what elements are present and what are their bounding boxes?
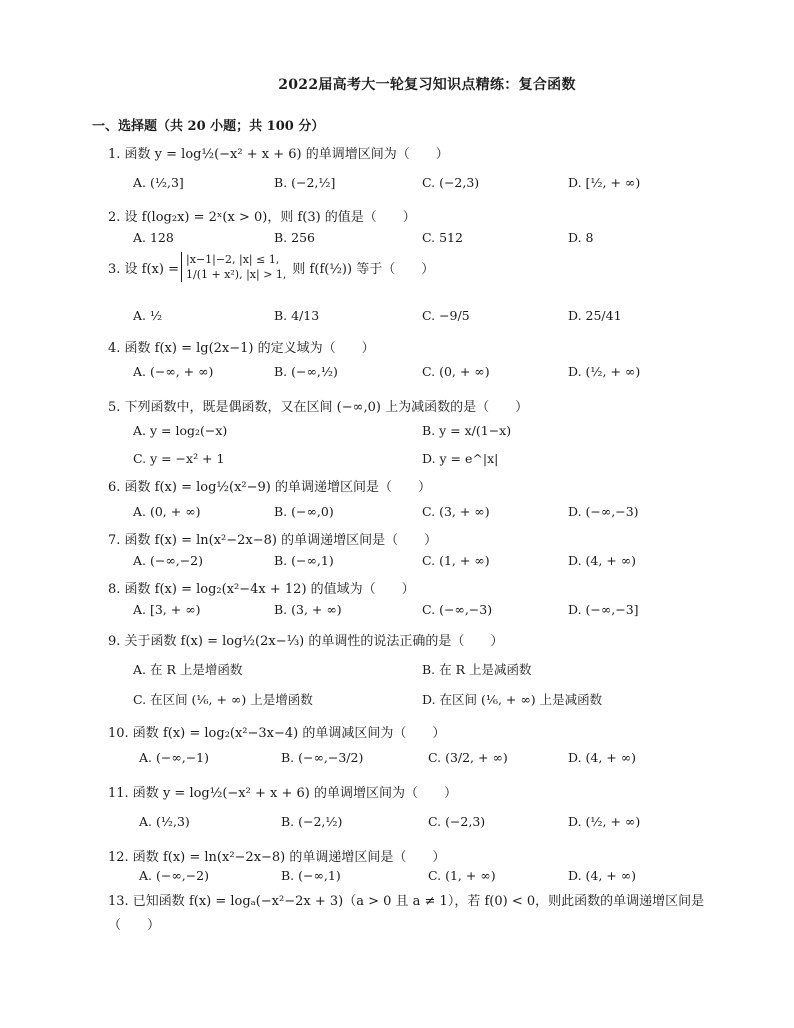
q7-option-a: A. (−∞,−2): [133, 553, 204, 568]
q11-option-c: C. (−2,3): [428, 814, 486, 829]
question-13-stem: 13. 已知函数 f(x) = logₐ(−x²−2x + 3)（a > 0 且 a ≠ 1），若 f(0) < 0，则此函数的单调递增区间是（ ）: [108, 894, 705, 933]
question-2-stem: 2. 设 f(log₂x) = 2ˣ(x > 0)，则 f(3) 的值是（ ）: [108, 210, 416, 225]
q3-piece-2: 1/(1 + x²), |x| > 1,: [185, 268, 287, 281]
q11-option-a: A. (½,3): [139, 814, 190, 829]
q5-option-c: C. y = −x² + 1: [133, 451, 225, 466]
q3-option-c: C. −9/5: [422, 308, 470, 323]
q7-option-c: C. (1, + ∞): [422, 553, 490, 568]
q10-option-d: D. (4, + ∞): [568, 750, 637, 765]
q2-option-b: B. 256: [274, 230, 315, 245]
q3-option-d: D. 25/41: [568, 308, 622, 323]
question-1-stem: 1. 函数 y = log½(−x² + x + 6) 的单调增区间为（ ）: [108, 147, 449, 162]
question-4-stem: 4. 函数 f(x) = lg(2x−1) 的定义域为（ ）: [108, 341, 375, 356]
q10-option-b: B. (−∞,−3/2): [281, 750, 364, 765]
question-9-stem: 9. 关于函数 f(x) = log½(2x−⅓) 的单调性的说法正确的是（ ）: [108, 634, 504, 649]
q4-option-c: C. (0, + ∞): [422, 364, 490, 379]
q3-piecewise: [181, 252, 286, 282]
q3-piece-1: |x−1|−2, |x| ≤ 1,: [185, 253, 280, 266]
q1-option-b: B. (−2,½]: [274, 175, 336, 190]
q7-option-b: B. (−∞,1): [274, 553, 334, 568]
document-title: 2022届高考大一轮复习知识点精练：复合函数: [278, 77, 576, 93]
question-12-stem: 12. 函数 f(x) = ln(x²−2x−8) 的单调递增区间是（ ）: [108, 850, 446, 865]
q3-option-a: A. ½: [133, 308, 163, 323]
q12-option-c: C. (1, + ∞): [428, 868, 496, 883]
q11-option-d: D. (½, + ∞): [568, 814, 641, 829]
q5-option-b: B. y = x/(1−x): [422, 423, 512, 438]
q2-option-d: D. 8: [568, 230, 594, 245]
q2-option-a: A. 128: [133, 230, 174, 245]
q4-option-d: D. (½, + ∞): [568, 364, 641, 379]
q6-option-b: B. (−∞,0): [274, 504, 334, 519]
q5-option-a: A. y = log₂(−x): [133, 423, 228, 438]
q10-option-c: C. (3/2, + ∞): [428, 750, 508, 765]
q6-option-c: C. (3, + ∞): [422, 504, 490, 519]
question-10-stem: 10. 函数 f(x) = log₂(x²−3x−4) 的单调减区间为（ ）: [108, 726, 446, 741]
question-11-stem: 11. 函数 y = log½(−x² + x + 6) 的单调增区间为（ ）: [108, 786, 457, 801]
q8-option-c: C. (−∞,−3): [422, 602, 493, 617]
question-6-stem: 6. 函数 f(x) = log½(x²−9) 的单调递增区间是（ ）: [108, 480, 432, 495]
q9-option-b: B. 在 R 上是减函数: [422, 662, 532, 677]
q10-option-a: A. (−∞,−1): [139, 750, 210, 765]
q5-option-d: D. y = e^|x|: [422, 451, 499, 466]
q11-option-b: B. (−2,½): [281, 814, 343, 829]
question-5-stem: 5. 下列函数中，既是偶函数，又在区间 (−∞,0) 上为减函数的是（ ）: [108, 400, 529, 415]
question-3-stem: [108, 252, 434, 282]
q12-option-d: D. (4, + ∞): [568, 868, 637, 883]
q3-option-b: B. 4/13: [274, 308, 320, 323]
q8-option-b: B. (3, + ∞): [274, 602, 342, 617]
q9-option-a: A. 在 R 上是增函数: [133, 662, 243, 677]
question-7-stem: 7. 函数 f(x) = ln(x²−2x−8) 的单调递增区间是（ ）: [108, 533, 438, 548]
section-heading: 一、选择题（共 20 小题；共 100 分）: [92, 119, 325, 134]
q12-option-a: A. (−∞,−2): [139, 868, 210, 883]
q9-option-d: D. 在区间 (⅙, + ∞) 上是减函数: [422, 692, 603, 707]
q3-stem-prefix: 3. 设 f(x) =: [108, 261, 179, 277]
question-8-stem: 8. 函数 f(x) = log₂(x²−4x + 12) 的值域为（ ）: [108, 582, 415, 597]
q1-option-d: D. [½, + ∞): [568, 175, 641, 190]
q4-option-b: B. (−∞,½): [274, 364, 338, 379]
q9-option-c: C. 在区间 (⅙, + ∞) 上是增函数: [133, 692, 313, 707]
q8-option-a: A. [3, + ∞): [133, 602, 201, 617]
q7-option-d: D. (4, + ∞): [568, 553, 637, 568]
q6-option-d: D. (−∞,−3): [568, 504, 639, 519]
q1-option-c: C. (−2,3): [422, 175, 480, 190]
q3-stem-suffix: 则 f(f(½)) 等于（ ）: [292, 261, 435, 277]
q1-option-a: A. (½,3]: [133, 175, 184, 190]
q2-option-c: C. 512: [422, 230, 463, 245]
q12-option-b: B. (−∞,1): [281, 868, 341, 883]
q4-option-a: A. (−∞, + ∞): [133, 364, 214, 379]
q8-option-d: D. (−∞,−3]: [568, 602, 639, 617]
q6-option-a: A. (0, + ∞): [133, 504, 201, 519]
